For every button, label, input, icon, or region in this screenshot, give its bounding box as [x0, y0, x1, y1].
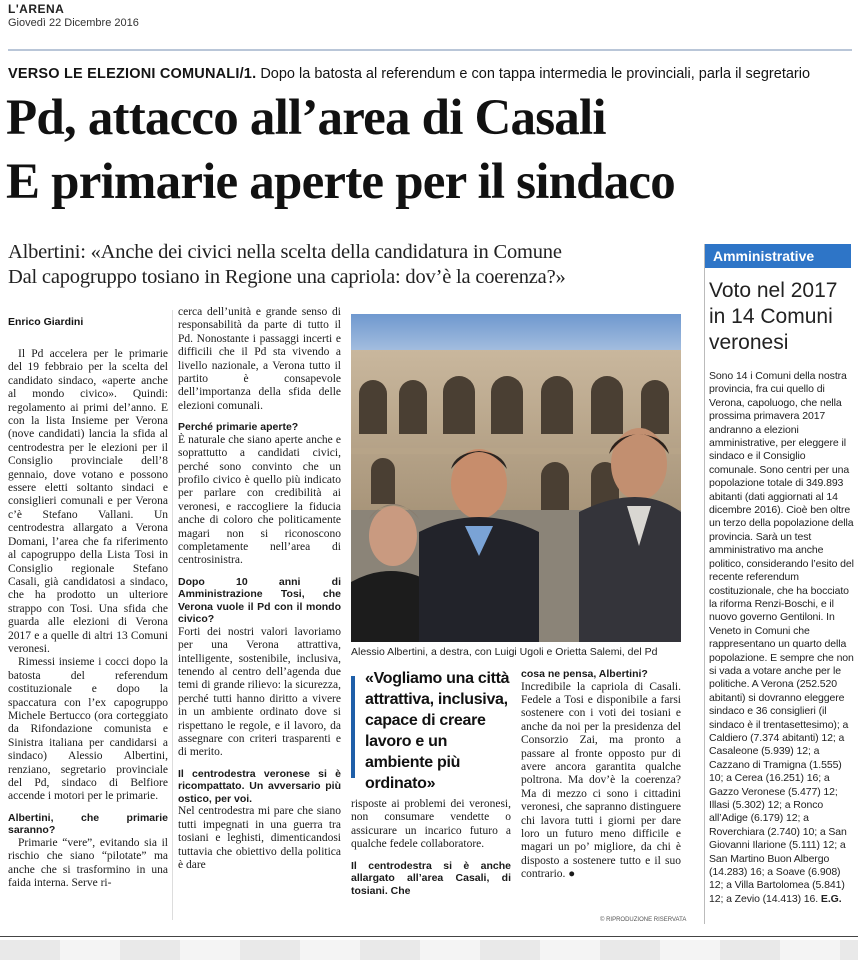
headline: [6, 86, 856, 214]
photo-caption: Alessio Albertini, a destra, con Luigi Ugoli e Orietta Salemi, del Pd: [351, 646, 658, 658]
sidebar-box: [704, 244, 854, 924]
issue-date: Giovedì 22 Dicembre 2016: [8, 17, 139, 29]
subhead-line-1: Albertini: «Anche dei civici nella scelta della candidatura in Comune: [8, 241, 562, 263]
paragraph: Incredibile la capriola di Casali. Fedele a Tosi e disponibile a farsi sostenere con i voti dei tosiani e anche da noi per la presidenza del Consorzio Zai, ma pronto a passare al fronte opposto pur di avere ancora garantita qualche poltrona. Ma dov’è la coerenza? Ma di mezzo ci sono i cittadini veronesi, che sapranno distinguere chi lavora tutti i giorni per dare loro un futuro meno difficile e magari un po’ migliore, da chi è disposto a sostenere tutto e il suo contrario. ●: [521, 680, 681, 881]
newspaper-name: L'ARENA: [8, 2, 65, 16]
kicker-text: Dopo la batosta al referendum e con tappa intermedia le provinciali, parla il segretario: [256, 66, 811, 82]
paragraph: Rimessi insieme i cocci dopo la batosta del referendum costituzionale e dopo la spaccatura con l’ex capogruppo Michele Bertucco (ora corteggiato da Rifondazione comunista e Sinistra italiana per candidarsi a sindaco) Alessio Albertini, renziano, segretario provinciale del Pd, sindaco di Belfiore accende i motori per le primarie.: [8, 656, 168, 803]
sidebar-body: [709, 370, 854, 906]
interview-question: cosa ne pensa, Albertini?: [521, 668, 648, 680]
kicker-strong: VERSO LE ELEZIONI COMUNALI/1.: [8, 66, 257, 82]
paragraph: Forti dei nostri valori lavoriamo per una Verona attrattiva, intelligente, sostenibile, inclusiva, tenendo al centro dell’agenda due temi di grande rilievo: la sicurezza, perché tutti hanno diritto a vivere in un ambiente ordinato dove si rispettano le regole, e il lavoro, da assegnare con criteri trasparenti e di merito.: [178, 625, 341, 759]
sidebar-title: Voto nel 2017 in 14 Comuni veronesi: [709, 279, 838, 354]
byline: Enrico Giardini: [8, 316, 84, 328]
interview-question: Il centrodestra si è anche allargato all’area Casali, di tosiani. Che: [351, 859, 511, 897]
bottom-cropped-strip: [0, 940, 858, 960]
header-rule: [8, 49, 852, 51]
interview-question: Perché primarie aperte?: [178, 421, 299, 434]
copyright-notice: © RIPRODUZIONE RISERVATA: [600, 917, 687, 923]
interview-question: Dopo 10 anni di Amministrazione Tosi, che Verona vuole il Pd con il mondo civico?: [178, 575, 341, 626]
bottom-rule: [0, 936, 858, 937]
paragraph: Nel centrodestra mi pare che siano tutti impegnati in una guerra tra tosiani e leghisti, dimenticandosi tuttavia che obiettivo della politica è dare: [178, 805, 341, 871]
article-column-4: [521, 668, 681, 882]
interview-question: Il centrodestra veronese si è ricompattato. Un avversario più ostico, per voi.: [178, 767, 341, 805]
sidebar-text: Sono 14 i Comuni della nostra provincia, fra cui quello di Verona, capoluogo, che nella prossima primavera 2017 andranno a elezioni amministrative, per eleggere il sindaco e il Consiglio comunale. Sono centri per una popolazione totale di 349.893 abitanti (dati aggiornati al 14 dicembre 2016). Cioè ben oltre un terzo della popolazione della provincia. Sarà un test amministrativo ma anche politico, considerando l’esito del recente referendum costituzionale, che ha bocciato la riforma Renzi-Boschi, e il nuovo governo Gentiloni. In Veneto in Comuni che rappresentano un quarto della popolazione. E sempre che non si vada a votare anche per le politiche. A Verona (252.520 abitanti) si dovranno eleggere sindaco e 36 consiglieri (il sindaco è il trentasettesimo); a Caldiero (7.374 abitanti) 12; a Casaleone (5.939) 12; a Cazzano di Tramigna (1.555) 10; a Cerea (16.251) 16; a Gazzo Veronese (5.477) 12; Illasi (5.302) 12; a Ronco all’Adige (6.179) 12; a Roverchiara (2.740) 10; a San Giovanni Ilarione (5.111) 12; a San Martino Buon Albergo (14.283) 16; a Soave (6.908) 12; a Villa Bartolomea (5.841) 12; a Zevio (14.413) 16.: [709, 370, 854, 905]
article-photo: [351, 314, 681, 642]
paragraph: risposte ai problemi dei veronesi, non consumare vendette o assicurare un incarico futuro a qualche fedele collaboratore.: [351, 798, 511, 851]
masthead: [8, 2, 139, 29]
interview-question: Albertini, che primarie saranno?: [8, 811, 168, 837]
article-column-2: [178, 306, 341, 872]
pull-quote-text: «Vogliamo una città attrattiva, inclusiva, capace di creare lavoro e un ambiente più ordinato»: [365, 670, 510, 792]
article-column-3: [351, 798, 511, 897]
paragraph: cerca dell’unità e grande senso di responsabilità da parte di tutto il Pd. Nonostante i passaggi incerti e difficili che il Pd sta vivendo a livello nazionale, a Verona tutto il partito è consapevole dell’importanza della sfida delle elezioni comunali.: [178, 306, 341, 412]
paragraph: È naturale che siano aperte anche e soprattutto a candidati civici, perché sono convinto che un profilo civico è quello più indicato per parlare con credibilità ai veronesi, e raccogliere la fiducia anche di coloro che politicamente magari non si riconoscono completamente nell’area di centrosinistra.: [178, 433, 341, 567]
pull-quote-bar: [351, 676, 355, 778]
paragraph: Primarie “vere”, evitando sia il rischio che siano “pilotate” ma anche che si trasformino in una faida interna. Serve ri-: [8, 836, 168, 890]
photo-arena-three-people: [351, 314, 681, 642]
subhead-line-2: Dal capogruppo tosiano in Regione una capriola: dov’è la coerenza?»: [8, 266, 566, 288]
pull-quote: [351, 668, 511, 792]
article-column-1: [8, 348, 168, 890]
headline-line-2: E primarie aperte per il sindaco: [6, 154, 675, 210]
sidebar-signature: E.G.: [820, 892, 842, 905]
column-divider: [172, 310, 173, 920]
paragraph: Il Pd accelera per le primarie del 19 febbraio per la scelta del candidato sindaco, «aperte anche al mondo civico». Quindi: regolamento ai primi del’anno. E con la lista Insieme per Verona (nove candidati) lancia la sfida al centrodestra per le elezioni per il Consiglio provinciale dell’8 gennaio, dove votano e possono essere eletti soltanto sindaci e consiglieri comunali e per Verona c’è Stefano Vallani. Un centrodestra allargato a Verona Domani, l’area che fa riferimento al capogruppo della Lista Tosi in Consiglio regionale Stefano Casali, già candidatosi a sindaco, che ha prodotto un ulteriore strappo con Tosi. Una sfida che guarda alle elezioni di Verona 2017 e a quelle di altri 13 Comuni veronesi.: [8, 348, 168, 655]
headline-line-1: Pd, attacco all’area di Casali: [6, 90, 606, 146]
subheadline: [8, 240, 698, 290]
sidebar-tag: Amministrative: [705, 244, 851, 268]
kicker: [8, 66, 854, 82]
